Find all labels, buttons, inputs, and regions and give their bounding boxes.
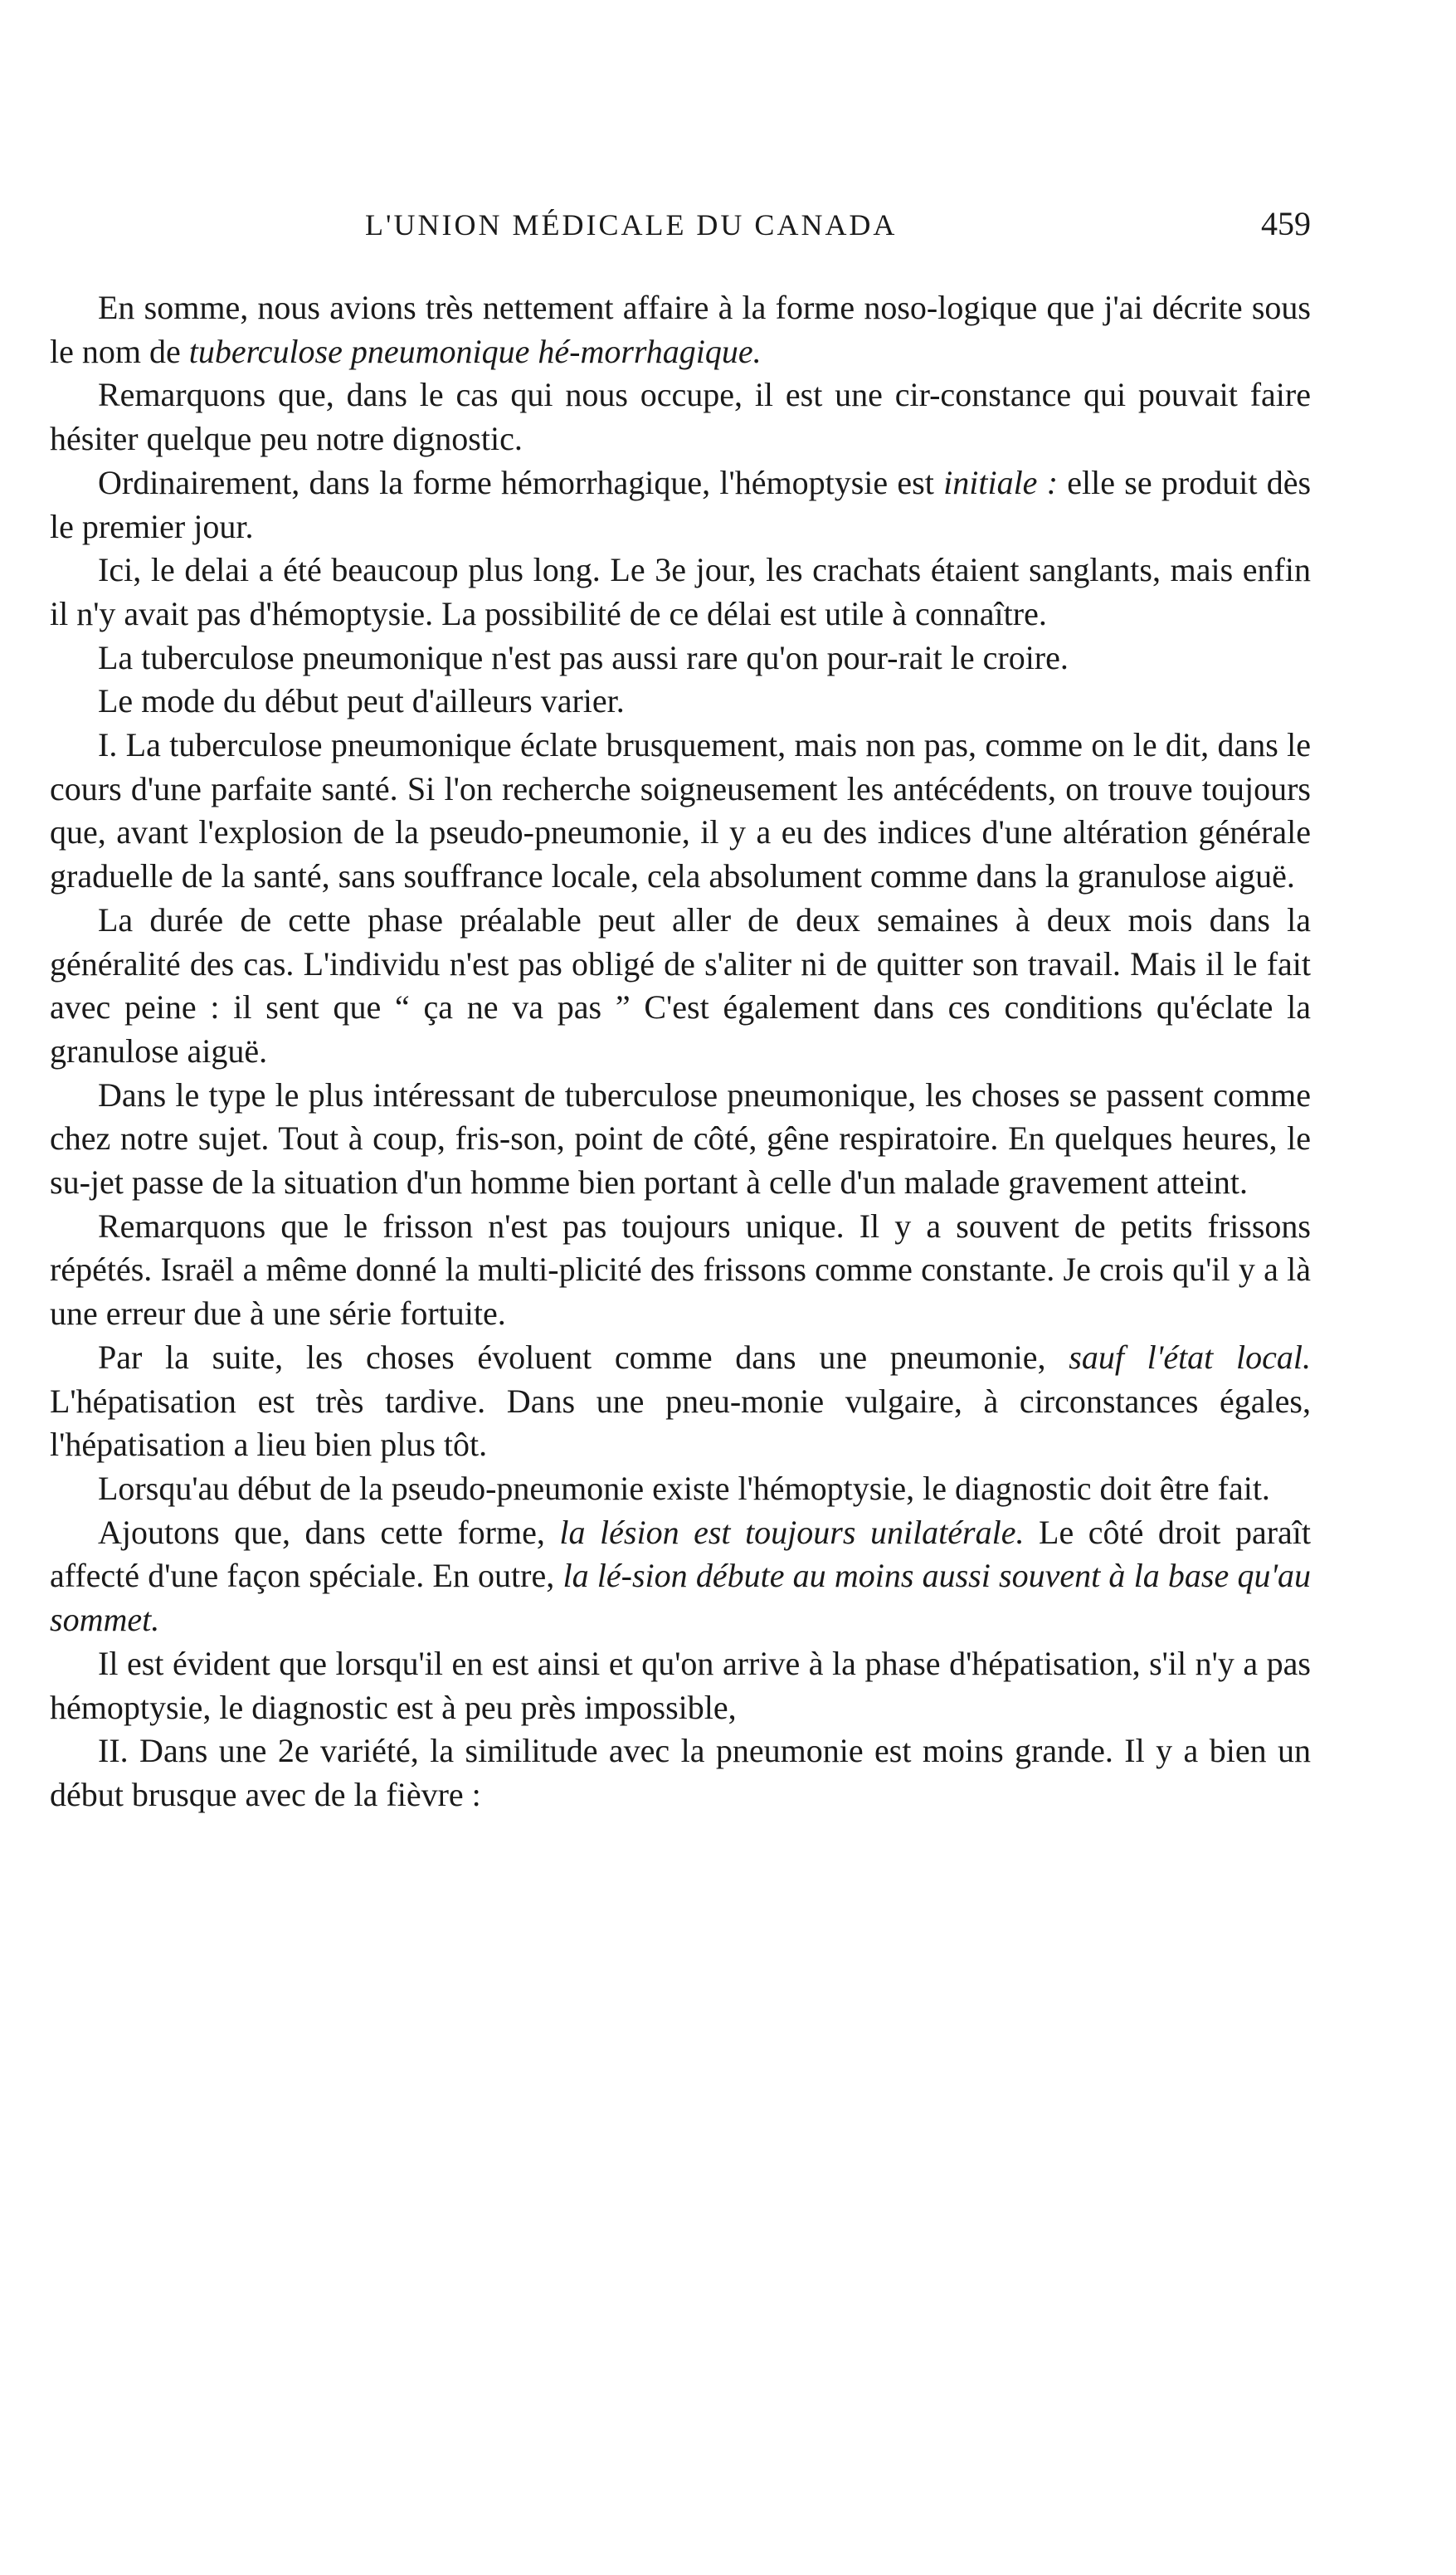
paragraph [50,636,1311,680]
paragraph-text: Le côté droit paraît affecté d'une façon spéciale. En outre, [50,1513,1312,1595]
paragraph-text: II. Dans une 2e variété, la similitude avec la pneumonie est moins grande. Il y a bien un début brusque avec de la fièvre : [50,1732,1311,1813]
paragraph [50,680,1311,724]
paragraph-text: Par la suite, les choses évoluent comme dans une pneumonie, [98,1338,1069,1376]
paragraph [50,1511,1311,1642]
paragraph-text: Ajoutons que, dans cette forme, [98,1513,560,1551]
document-page [50,0,1311,2575]
paragraph-text: En somme, nous avions très nettement affaire à la forme noso-logique que j'ai décrite sous le nom de [50,289,1311,370]
paragraph [50,1729,1311,1817]
paragraph-text: La durée de cette phase préalable peut aller de deux semaines à deux mois dans la généralité des cas. L'individu n'est pas obligé de s'aliter ni de quitter son travail. Mais il le fait avec peine : il sent que “ ça ne va pas ” C'est également dans ces conditions qu'éclate la granulose aiguë. [50,900,1311,1070]
italic-text: la lé-sion débute au moins aussi souvent à la base qu'au sommet. [50,1557,1312,1639]
paragraph-text: Remarquons que, dans le cas qui nous occupe, il est une cir-constance qui pouvait faire hésiter quelque peu notre dignostic. [50,376,1311,458]
paragraph-text: I. La tuberculose pneumonique éclate brusquement, mais non pas, comme on le dit, dans le cours d'une parfaite santé. Si l'on recherche soigneusement les antécédents, on trouve toujours que, avant l'explosion de la pseudo-pneumonie, il y a eu des indices d'une altération générale graduelle de la santé, sans souffrance locale, cela absolument comme dans la granulose aiguë. [50,726,1311,895]
running-title: L'UNION MÉDICALE DU CANADA [365,208,898,241]
paragraph-text: Dans le type le plus intéressant de tuberculose pneumonique, les choses se passent comme chez notre sujet. Tout à coup, fris-son, point de côté, gêne respiratoire. En quelques heures, le su-jet passe de la situation d'un homme bien portant à celle d'un malade gravement atteint. [50,1075,1311,1202]
italic-text: tuberculose pneumonique hé-morrhagique. [188,332,762,370]
italic-text: sauf l'état local. [1069,1338,1311,1376]
paragraph-text: Remarquons que le frisson n'est pas toujours unique. Il y a souvent de petits frissons répétés. Israël a même donné la multi-plicité des frissons comme constante. Je crois qu'il y a là une erreur due à une série fortuite. [50,1207,1311,1333]
paragraph [50,1205,1311,1336]
body-text [50,286,1311,1817]
paragraph-text: Le mode du début peut d'ailleurs varier. [98,682,625,720]
paragraph-text: Ordinairement, dans la forme hémorrhagique, l'hémoptysie est [98,463,944,501]
paragraph [50,1467,1311,1511]
paragraph [50,1336,1311,1467]
paragraph [50,286,1311,373]
paragraph-text: elle se produit dès le premier jour. [50,463,1312,545]
paragraph [50,899,1311,1074]
paragraph-text: L'hépatisation est très tardive. Dans une pneu-monie vulgaire, à circonstances égales, l'hépatisation a lieu bien plus tôt. [50,1382,1311,1464]
paragraph [50,1074,1311,1205]
paragraph [50,1642,1311,1729]
paragraph-text: Lorsqu'au début de la pseudo-pneumonie existe l'hémoptysie, le diagnostic doit être fait. [98,1469,1270,1507]
paragraph [50,549,1311,636]
italic-text: initiale : [943,463,1059,501]
running-head [50,207,1311,257]
italic-text: la lésion est toujours unilatérale. [559,1513,1025,1551]
paragraph [50,461,1311,549]
paragraph [50,373,1311,461]
page-number: 459 [1261,205,1311,242]
paragraph-text: Il est évident que lorsqu'il en est ainsi et qu'on arrive à la phase d'hépatisation, s'il n'y a pas hémoptysie, le diagnostic est à peu près impossible, [50,1644,1311,1726]
paragraph [50,724,1311,899]
paragraph-text: La tuberculose pneumonique n'est pas aussi rare qu'on pour-rait le croire. [98,638,1069,676]
paragraph-text: Ici, le delai a été beaucoup plus long. Le 3e jour, les crachats étaient sanglants, mais enfin il n'y avait pas d'hémoptysie. La possibilité de ce délai est utile à connaître. [50,551,1311,632]
